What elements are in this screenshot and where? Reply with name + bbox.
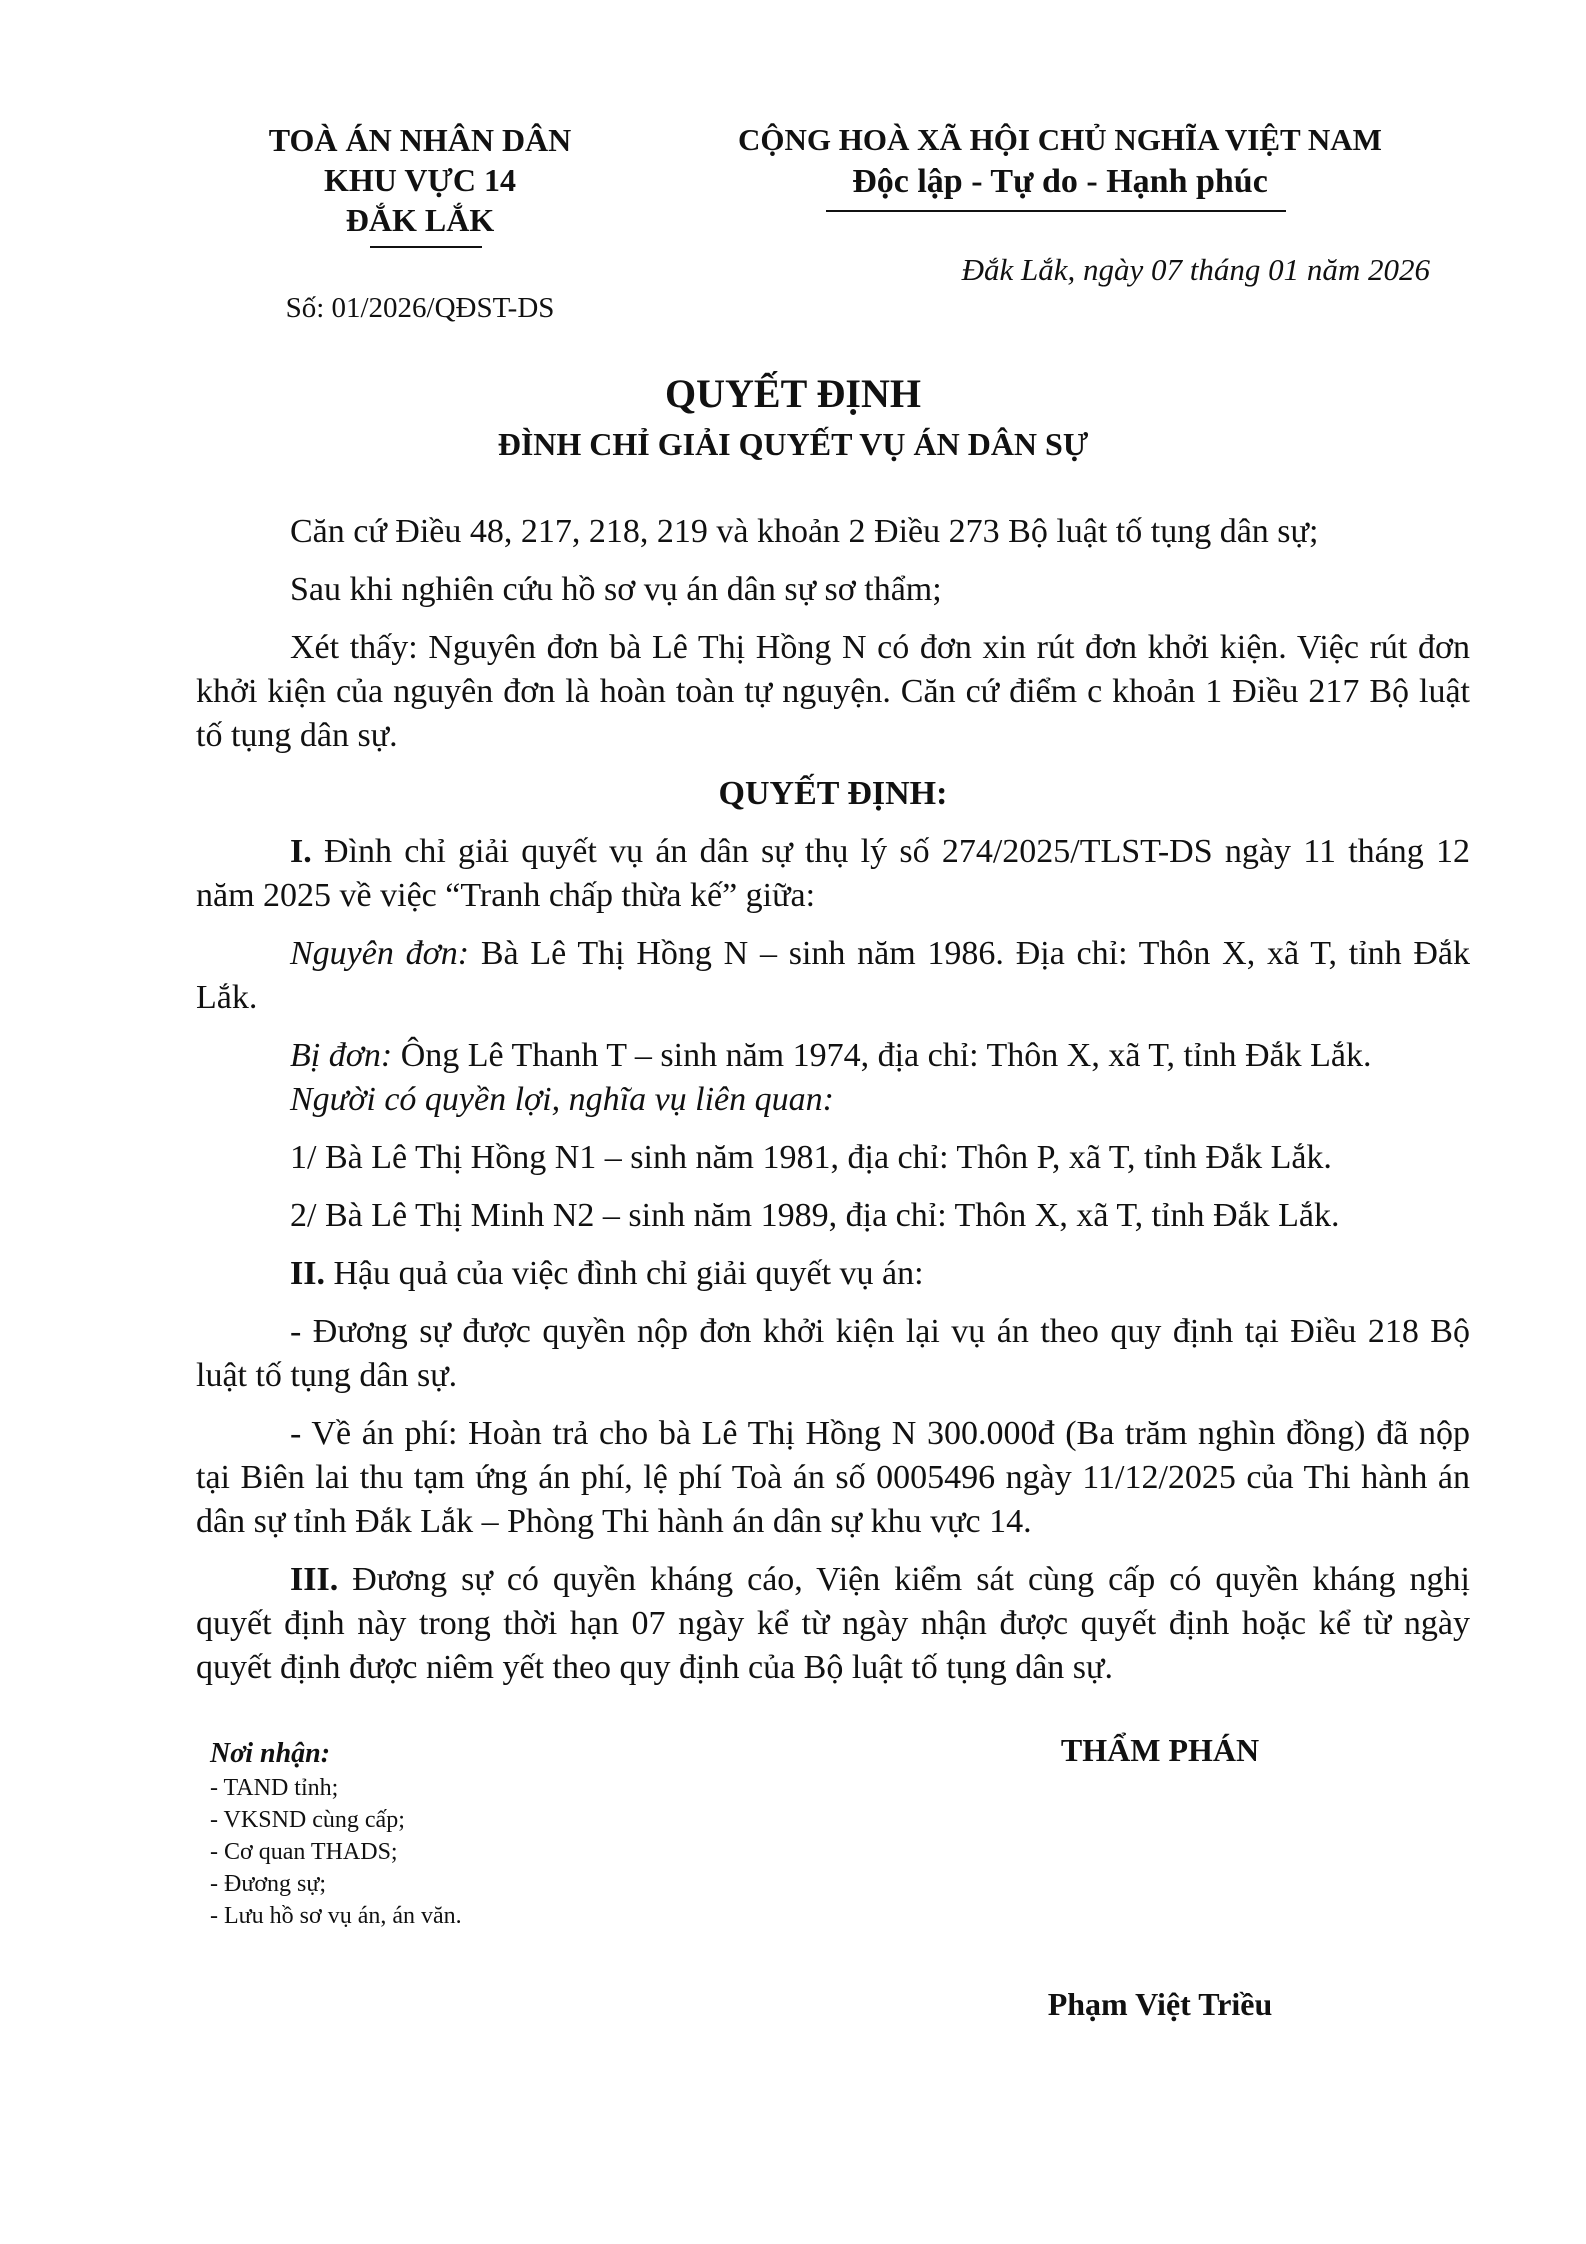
related-party-2: 2/ Bà Lê Thị Minh N2 – sinh năm 1989, địa chỉ: Thôn X, xã T, tỉnh Đắk Lắk. bbox=[290, 1197, 1340, 1234]
plaintiff bbox=[196, 932, 1470, 1020]
section-1-text: Đình chỉ giải quyết vụ án dân sự thụ lý số 274/2025/TLST-DS ngày 11 tháng 12 năm 2025 về việc “Tranh chấp thừa kế” giữa: bbox=[196, 833, 1470, 914]
signer-title: THẨM PHÁN bbox=[1060, 1732, 1260, 1768]
court-name-block bbox=[200, 120, 640, 240]
national-name: CỘNG HOÀ XÃ HỘI CHỦ NGHĨA VIỆT NAM bbox=[738, 122, 1382, 157]
recipient-item: - Đương sự; bbox=[210, 1871, 327, 1897]
document-body bbox=[196, 510, 1470, 1690]
section-2 bbox=[196, 1252, 1470, 1296]
section-2-consequence-1: - Đương sự được quyền nộp đơn khởi kiện lại vụ án theo quy định tại Điều 218 Bộ luật tố tụng dân sự. bbox=[196, 1313, 1470, 1394]
defendant bbox=[196, 1034, 1470, 1078]
section-2-consequence-2: - Về án phí: Hoàn trả cho bà Lê Thị Hồng N 300.000đ (Ba trăm nghìn đồng) đã nộp tại Biên lai thu tạm ứng án phí, lệ phí Toà án số 0005496 ngày 11/12/2025 của Thi hành án dân sự tỉnh Đắk Lắk – Phòng Thi hành án dân sự khu vực 14. bbox=[196, 1415, 1470, 1540]
preamble-legal-basis: Căn cứ Điều 48, 217, 218, 219 và khoản 2 Điều 273 Bộ luật tố tụng dân sự; bbox=[290, 513, 1319, 550]
related-parties-label-text: Người có quyền lợi, nghĩa vụ liên quan: bbox=[290, 1081, 834, 1118]
court-name-line1: TOÀ ÁN NHÂN DÂN bbox=[268, 122, 572, 158]
section-2-label: II. bbox=[290, 1255, 325, 1292]
court-name-underline bbox=[370, 246, 482, 248]
related-party-1: 1/ Bà Lê Thị Hồng N1 – sinh năm 1981, địa chỉ: Thôn P, xã T, tỉnh Đắk Lắk. bbox=[290, 1139, 1332, 1176]
national-motto-underline bbox=[826, 210, 1286, 212]
court-name-line3: ĐẮK LẮK bbox=[345, 202, 495, 238]
court-name-line2: KHU VỰC 14 bbox=[324, 162, 516, 198]
document-number: Số: 01/2026/QĐST-DS bbox=[285, 292, 555, 324]
section-1 bbox=[196, 830, 1470, 918]
defendant-text: Ông Lê Thanh T – sinh năm 1974, địa chỉ: Thôn X, xã T, tỉnh Đắk Lắk. bbox=[392, 1037, 1372, 1074]
decision-heading: QUYẾT ĐỊNH: bbox=[718, 775, 948, 812]
recipient-item: - TAND tỉnh; bbox=[210, 1775, 339, 1801]
defendant-label: Bị đơn: bbox=[290, 1037, 393, 1074]
preamble-review: Sau khi nghiên cứu hồ sơ vụ án dân sự sơ thẩm; bbox=[290, 571, 942, 608]
section-3-text: Đương sự có quyền kháng cáo, Viện kiểm sát cùng cấp có quyền kháng nghị quyết định này trong thời hạn 07 ngày kể từ ngày nhận được quyết định hoặc kể từ ngày quyết định được niêm yết theo quy định của Bộ luật tố tụng dân sự. bbox=[196, 1561, 1470, 1686]
issue-date: Đắk Lắk, ngày 07 tháng 01 năm 2026 bbox=[961, 252, 1430, 287]
section-1-label: I. bbox=[290, 833, 312, 870]
recipients-title: Nơi nhận: bbox=[210, 1738, 331, 1769]
plaintiff-text: Bà Lê Thị Hồng N – sinh năm 1986. Địa chỉ: Thôn X, xã T, tỉnh Đắk Lắk. bbox=[196, 935, 1471, 1016]
document-title: QUYẾT ĐỊNH bbox=[665, 371, 921, 416]
section-3-label: III. bbox=[290, 1561, 339, 1598]
preamble-finding: Xét thấy: Nguyên đơn bà Lê Thị Hồng N có đơn xin rút đơn khởi kiện. Việc rút đơn khởi kiện của nguyên đơn là hoàn toàn tự nguyện. Căn cứ điểm c khoản 1 Điều 217 Bộ luật tố tụng dân sự. bbox=[196, 629, 1470, 754]
signer-name: Phạm Việt Triều bbox=[1047, 1986, 1273, 2022]
plaintiff-label: Nguyên đơn: bbox=[290, 935, 470, 972]
section-2-text: Hậu quả của việc đình chỉ giải quyết vụ án: bbox=[324, 1255, 924, 1292]
national-motto: Độc lập - Tự do - Hạnh phúc bbox=[852, 163, 1268, 200]
related-parties-label bbox=[196, 1078, 1470, 1122]
recipient-item: - Lưu hồ sơ vụ án, án văn. bbox=[210, 1903, 462, 1929]
recipient-item: - VKSND cùng cấp; bbox=[210, 1807, 405, 1833]
document-subtitle: ĐÌNH CHỈ GIẢI QUYẾT VỤ ÁN DÂN SỰ bbox=[497, 426, 1089, 462]
section-3 bbox=[196, 1558, 1470, 1690]
national-motto-block bbox=[680, 120, 1440, 202]
recipient-item: - Cơ quan THADS; bbox=[210, 1839, 398, 1865]
recipients-list bbox=[210, 1736, 730, 1932]
